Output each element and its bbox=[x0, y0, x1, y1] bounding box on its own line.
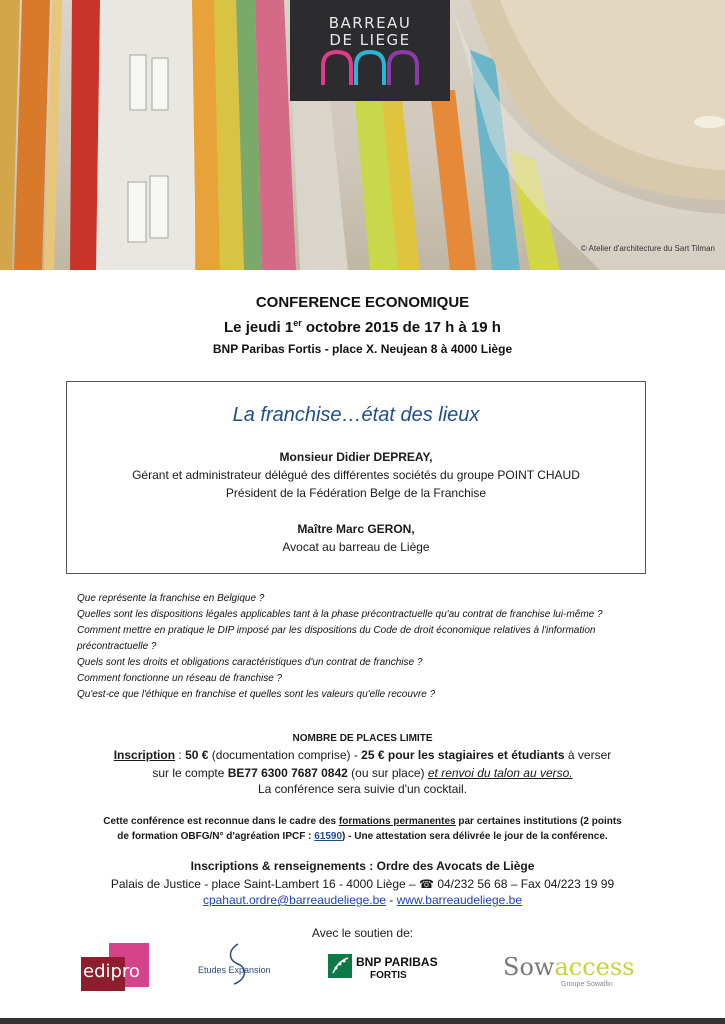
support-label: Avec le soutien de: bbox=[311, 926, 414, 940]
conference-place: BNP Paribas Fortis - place X. Neujean 8 à 4000 Liège bbox=[212, 342, 513, 356]
question-item: Comment fonctionne un réseau de franchise ? bbox=[77, 673, 283, 684]
sowaccess-logo: Sowaccess Groupe Sowalfin bbox=[503, 953, 635, 988]
bnp-stars-icon bbox=[328, 954, 352, 978]
email-link[interactable]: cpahaut.ordre@barreaudeliege.be bbox=[202, 893, 386, 907]
contact-links: cpahaut.ordre@barreaudeliege.be - www.barreaudeliege.be bbox=[202, 893, 523, 907]
account-line: sur le compte BE77 6300 7687 0842 (ou sur place) et renvoi du talon au verso. bbox=[152, 766, 573, 780]
logo-line1: BARREAU bbox=[328, 14, 412, 32]
question-item: Que représente la franchise en Belgique ? bbox=[77, 593, 265, 604]
question-item: Quelles sont les dispositions légales applicables tant à la phase précontractuelle qu'au contrat de franchise lui-même ? bbox=[77, 609, 603, 620]
etudes-swirl-icon bbox=[198, 942, 280, 986]
recognition-note: Cette conférence est reconnue dans le cadre des formations permanentes par certaines institutions (2 points de formation OBFG/N° d'agréation IPCF : 61590) - Une attestation sera délivrée le jour de la conférence. bbox=[103, 816, 622, 842]
speaker2-name: Maître Marc GERON, bbox=[297, 522, 415, 536]
question-item: Qu'est-ce que l'éthique en franchise et quelles sont les valeurs qu'elle recouvre ? bbox=[77, 689, 436, 700]
conference-theme: La franchise…état des lieux bbox=[232, 404, 480, 426]
conference-date: Le jeudi 1er octobre 2015 de 17 h à 19 h bbox=[224, 318, 501, 336]
logo-line2: DE LIEGE bbox=[329, 31, 411, 49]
barreau-logo bbox=[290, 0, 450, 101]
question-item: Quels sont les droits et obligations caractéristiques d'un contrat de franchise ? bbox=[77, 657, 423, 668]
contact-address: Palais de Justice - place Saint-Lambert 16 - 4000 Liège – ☎ 04/232 56 68 – Fax 04/223 19 99 bbox=[110, 877, 615, 891]
etudes-expansion-logo: Etudes Expansion bbox=[198, 942, 280, 986]
questions-list bbox=[77, 591, 647, 703]
speaker2-role: Avocat au barreau de Liège bbox=[282, 540, 430, 554]
header-photo bbox=[0, 0, 725, 270]
bnp-paribas-fortis-logo: BNP PARIBAS FORTIS bbox=[328, 954, 443, 984]
website-link[interactable]: www.barreaudeliege.be bbox=[396, 893, 523, 907]
phone-icon: ☎ bbox=[419, 877, 434, 891]
speaker1-name: Monsieur Didier DEPREAY, bbox=[279, 450, 433, 464]
logo-arches-icon bbox=[290, 0, 450, 101]
contact-heading: Inscriptions & renseignements : Ordre des Avocats de Liège bbox=[190, 859, 535, 873]
ipcf-id: 61590 bbox=[314, 831, 343, 842]
photo-credit: © Atelier d'architecture du Sart Tilman bbox=[580, 244, 715, 253]
speaker1-role2: Président de la Fédération Belge de la Franchise bbox=[225, 486, 487, 500]
inscription-line: Inscription : 50 € (documentation comprise) - 25 € pour les stagiaires et étudiants à verser bbox=[113, 748, 612, 762]
question-item: Comment mettre en pratique le DIP imposé par les dispositions du Code de droit économique relatives à l'information précontractuelle ? bbox=[77, 625, 596, 652]
speakers-box bbox=[66, 381, 646, 574]
cocktail-line: La conférence sera suivie d'un cocktail. bbox=[257, 782, 468, 796]
edipro-logo: edipro bbox=[81, 943, 149, 991]
speaker1-role: Gérant et administrateur délégué des différentes sociétés du groupe POINT CHAUD bbox=[132, 468, 580, 482]
conference-title: CONFERENCE ECONOMIQUE bbox=[255, 294, 470, 311]
places-limit: NOMBRE DE PLACES LIMITE bbox=[292, 733, 433, 744]
footer-bar bbox=[0, 1018, 725, 1024]
